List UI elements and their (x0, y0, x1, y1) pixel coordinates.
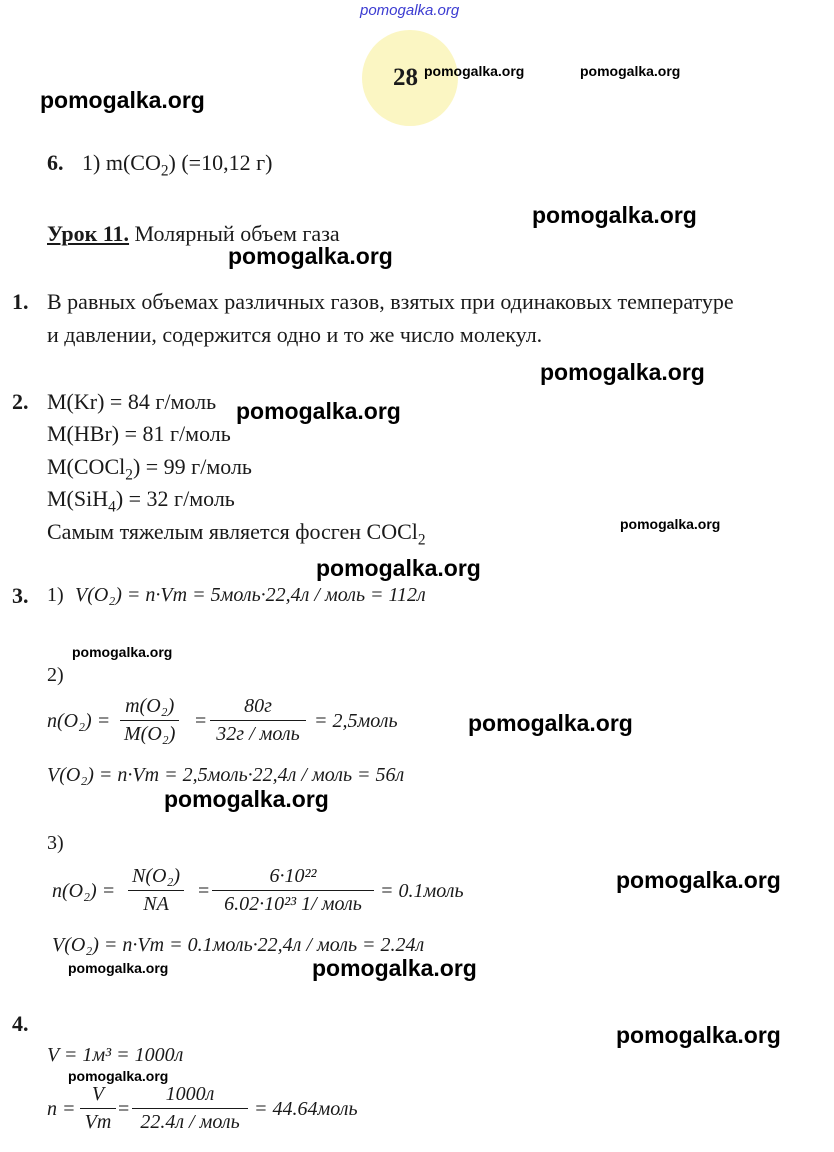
page-number: 28 (393, 64, 418, 91)
task3-part2-volume: V(O₂) = n·Vm = 2,5моль·22,4л / моль = 56л (47, 764, 405, 786)
fraction: 80г 32г / моль (210, 695, 306, 746)
task4-lhs: n = (47, 1098, 76, 1120)
fraction: V Vm (80, 1083, 116, 1134)
fraction: m(O₂) M(O₂) (120, 695, 179, 746)
watermark: pomogalka.org (72, 644, 173, 660)
watermark: pomogalka.org (312, 955, 477, 981)
task1-line2: и давлении, содержится одно и то же число молекул. (47, 322, 543, 347)
task3-part3-volume: V(O₂) = n·Vm = 0.1моль·22,4л / моль = 2.24л (52, 934, 425, 956)
task3-part3-lhs: n(O₂) = (52, 880, 116, 902)
watermark: pomogalka.org (468, 710, 633, 736)
task-number: 2. (12, 389, 29, 414)
equals-sign: = (198, 880, 210, 902)
watermark: pomogalka.org (532, 202, 697, 228)
task3-part3-result: = 0.1моль (380, 880, 464, 902)
watermark: pomogalka.org (236, 398, 401, 424)
top-watermark: pomogalka.org (360, 2, 460, 19)
part-label: 3) (47, 832, 64, 854)
fraction: 1000л 22.4л / моль (132, 1083, 248, 1134)
part-label: 1) (47, 584, 64, 606)
task3-part2-lhs: n(O₂) = (47, 710, 111, 732)
watermark: pomogalka.org (68, 1068, 169, 1084)
watermark: pomogalka.org (228, 243, 393, 269)
equals-sign: = (195, 710, 207, 732)
watermark: pomogalka.org (616, 1022, 781, 1048)
watermark: pomogalka.org (540, 359, 705, 385)
lesson-heading: Урок 11. Молярный объем газа (47, 221, 340, 246)
task4-volume: V = 1м³ = 1000л (47, 1044, 184, 1066)
molar-mass-cocl2: M(COCl$_2$) = 99 г/моль (47, 454, 252, 484)
watermark: pomogalka.org (616, 867, 781, 893)
task1-line1: В равных объемах различных газов, взятых при одинаковых температуре (47, 289, 734, 314)
fraction: N(O₂) NA (128, 865, 184, 916)
molar-mass-sih4: M(SiH$_4$) = 32 г/моль (47, 486, 235, 516)
fraction: 6·10²² 6.02·10²³ 1/ моль (212, 865, 374, 916)
watermark: pomogalka.org (164, 786, 329, 812)
task-number: 3. (12, 583, 29, 608)
equals-sign: = (118, 1098, 130, 1120)
task-number: 4. (12, 1011, 29, 1036)
task3-part2-result: = 2,5моль (314, 710, 398, 732)
watermark: pomogalka.org (40, 87, 205, 113)
molar-mass-hbr: M(HBr) = 81 г/моль (47, 421, 231, 446)
molar-mass-kr: M(Kr) = 84 г/моль (47, 389, 217, 414)
watermark: pomogalka.org (424, 63, 525, 79)
watermark: pomogalka.org (68, 960, 169, 976)
task4-result: = 44.64моль (254, 1098, 358, 1120)
task6-answer: 1) $m(CO_2)$ (=10,12 г) (82, 150, 273, 180)
task-number: 1. (12, 289, 29, 314)
watermark: pomogalka.org (580, 63, 681, 79)
task3-part1-formula: V(O₂) = n·Vm = 5моль·22,4л / моль = 112л (75, 584, 426, 606)
task-number: 6. (47, 150, 64, 175)
watermark: pomogalka.org (316, 555, 481, 581)
part-label: 2) (47, 664, 64, 686)
task2-conclusion: Самым тяжелым является фосген COCl$_2$ (47, 519, 426, 549)
watermark: pomogalka.org (620, 516, 721, 532)
